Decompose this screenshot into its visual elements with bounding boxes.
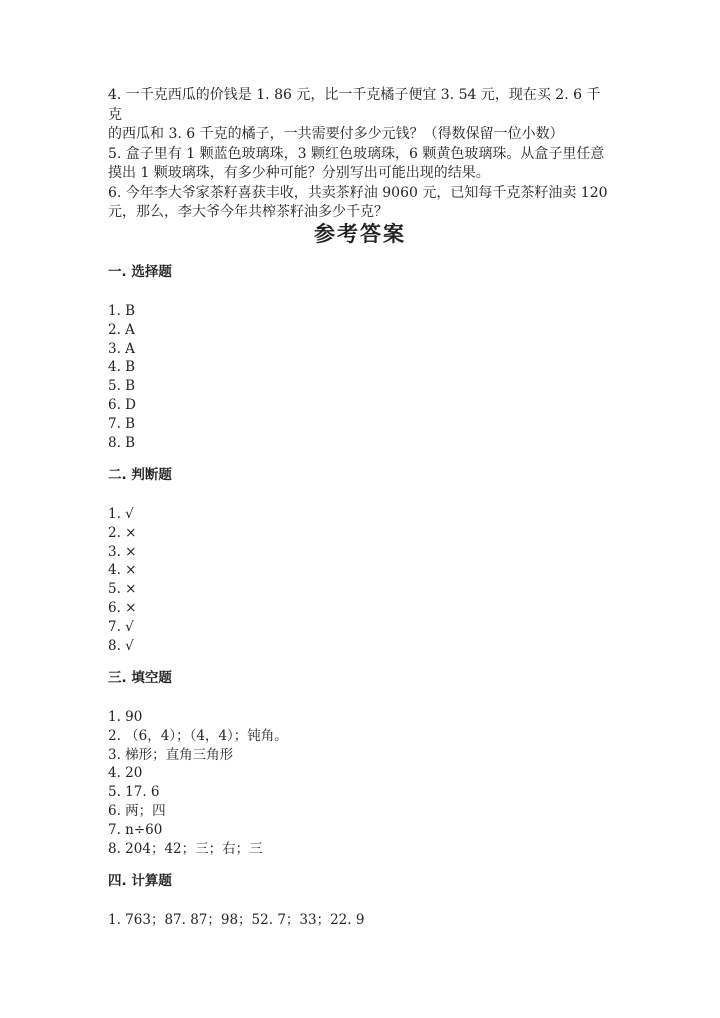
problem-line: 摸出 1 颗玻璃珠，有多少种可能？分别写出可能出现的结果。: [108, 165, 490, 181]
section-judgement: [108, 466, 628, 655]
answer-item: 8. B: [108, 434, 136, 451]
problem-line: 的西瓜和 3. 6 千克的橘子，一共需要付多少元钱？（得数保留一位小数）: [108, 126, 564, 142]
section-choice: [108, 263, 628, 452]
answer-item: 4. ×: [108, 562, 137, 579]
answer-list: [108, 505, 628, 655]
section-heading: 三. 填空题: [108, 670, 172, 686]
answer-item: 1. 763；87. 87；98；52. 7；33；22. 9: [108, 912, 365, 928]
answer-item: 5. B: [108, 378, 136, 395]
section-heading: 二. 判断题: [108, 467, 172, 483]
answer-item: 6. D: [108, 396, 136, 413]
section-heading: 四. 计算题: [108, 873, 172, 889]
answer-item: 7. √: [108, 618, 134, 635]
answer-item: 1. 90: [108, 709, 143, 725]
answer-item: 2. A: [108, 321, 135, 338]
answer-item: 2. ×: [108, 524, 137, 541]
answer-item: 6. 两；四: [108, 802, 166, 819]
answer-item: 5. 17. 6: [108, 784, 160, 801]
answer-item: 1. √: [108, 506, 134, 522]
answer-item: 3. ×: [108, 543, 137, 560]
answer-list: [108, 911, 628, 930]
page-title: 参考答案: [314, 222, 406, 246]
answer-item: 8. 204；42；三；右；三: [108, 840, 263, 857]
answer-item: 7. B: [108, 415, 136, 432]
section-fill-in: [108, 669, 628, 858]
answer-item: 1. B: [108, 303, 136, 319]
answer-item: 8. √: [108, 637, 134, 654]
answer-item: 2. （6，4）；（4，4）；钝角。: [108, 727, 288, 744]
section-heading: 一. 选择题: [108, 264, 172, 280]
problem-line: 元，那么，李大爷今年共榨茶籽油多少千克？: [108, 204, 388, 220]
answer-item: 7. n÷60: [108, 821, 163, 838]
answer-item: 6. ×: [108, 599, 137, 616]
problem-line: 4. 一千克西瓜的价钱是 1. 86 元，比一千克橘子便宜 3. 54 元，现在买 2. 6 千克: [108, 87, 601, 123]
word-problems: [108, 86, 613, 223]
problem-line: 5. 盒子里有 1 颗蓝色玻璃珠，3 颗红色玻璃珠，6 颗黄色玻璃珠。从盒子里任意: [108, 145, 605, 162]
answer-item: 4. 20: [108, 765, 143, 782]
answer-item: 4. B: [108, 359, 136, 376]
section-calculation: [108, 872, 628, 930]
answer-list: [108, 302, 628, 452]
answer-list: [108, 708, 628, 858]
answer-item: 5. ×: [108, 581, 137, 598]
problem-line: 6. 今年李大爷家茶籽喜获丰收，共卖茶籽油 9060 元，已知每千克茶籽油卖 120: [108, 184, 608, 201]
answer-item: 3. A: [108, 340, 135, 357]
answer-item: 3. 梯形；直角三角形: [108, 746, 234, 763]
